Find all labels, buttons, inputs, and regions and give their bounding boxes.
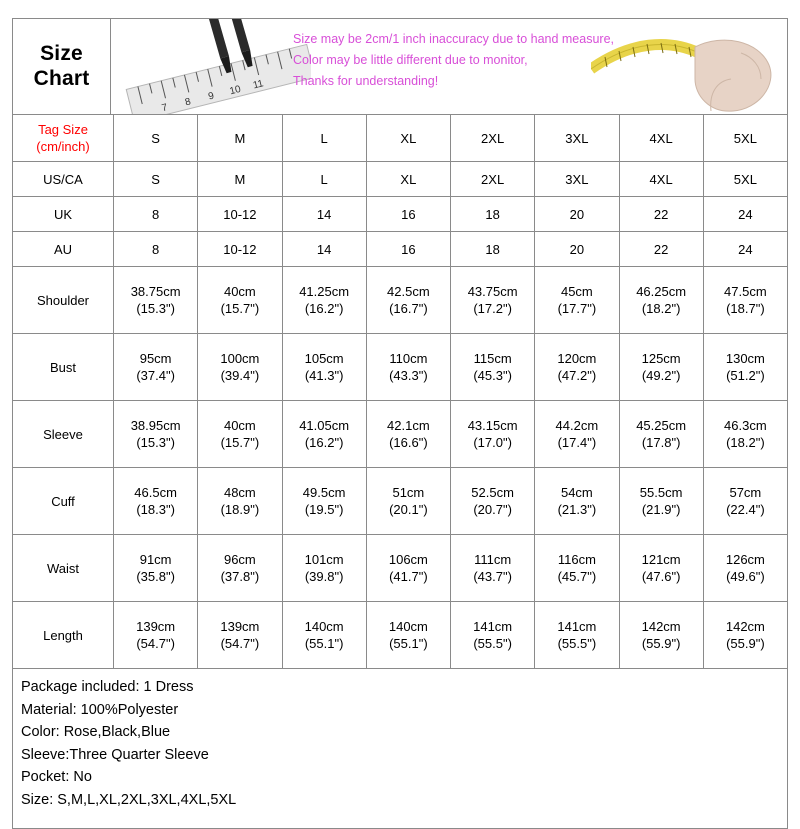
svg-text:7: 7 bbox=[160, 102, 169, 115]
table-cell bbox=[451, 602, 535, 669]
note-line-1: Size may be 2cm/1 inch inaccuracy due to hand measure, bbox=[293, 32, 615, 46]
cell-cm: 142cm bbox=[725, 619, 765, 634]
table-cell bbox=[282, 602, 366, 669]
table-cell bbox=[535, 401, 619, 468]
cell-cm: 106cm bbox=[388, 552, 428, 567]
table-cell bbox=[198, 334, 282, 401]
cell-inch: (17.2") bbox=[473, 301, 512, 316]
table-cell: 20 bbox=[535, 232, 619, 267]
cell-inch: (39.4") bbox=[220, 368, 260, 383]
size-chart-sheet bbox=[0, 18, 800, 818]
cell-cm: 48cm bbox=[223, 485, 256, 500]
table-cell bbox=[114, 602, 198, 669]
cell-inch: (21.9") bbox=[641, 502, 681, 517]
cell-inch: (45.3") bbox=[473, 368, 512, 383]
cell-cm: 141cm bbox=[473, 619, 513, 634]
cell-inch: (55.5") bbox=[473, 636, 512, 651]
cell-inch: (22.4") bbox=[726, 502, 765, 517]
cell-cm: 130cm bbox=[725, 351, 765, 366]
cell-cm: 41.05cm bbox=[299, 418, 350, 433]
row-label: AU bbox=[13, 232, 114, 267]
cell-cm: 142cm bbox=[641, 619, 681, 634]
header-cell: 5XL bbox=[703, 115, 787, 162]
svg-text:9: 9 bbox=[207, 90, 216, 103]
svg-text:8: 8 bbox=[183, 96, 193, 109]
table-cell bbox=[619, 401, 703, 468]
table-cell bbox=[366, 267, 450, 334]
table-cell: 10-12 bbox=[198, 197, 282, 232]
cell-inch: (49.2") bbox=[641, 368, 681, 383]
cell-cm: 125cm bbox=[641, 351, 681, 366]
cell-cm: 139cm bbox=[220, 619, 260, 634]
cell-inch: (17.7") bbox=[557, 301, 597, 316]
cell-inch: (16.7") bbox=[389, 301, 428, 316]
table-cell: 10-12 bbox=[198, 232, 282, 267]
table-cell bbox=[703, 468, 787, 535]
table-cell bbox=[198, 602, 282, 669]
cell-inch: (18.2") bbox=[641, 301, 681, 316]
cell-inch: (41.7") bbox=[389, 569, 428, 584]
cell-inch: (47.6") bbox=[641, 569, 681, 584]
table-cell bbox=[619, 468, 703, 535]
header-cell: XL bbox=[366, 115, 450, 162]
cell-inch: (55.5") bbox=[557, 636, 597, 651]
cell-inch: (55.9") bbox=[641, 636, 681, 651]
table-cell bbox=[535, 267, 619, 334]
table-cell bbox=[198, 468, 282, 535]
table-cell: 22 bbox=[619, 197, 703, 232]
row-label: Shoulder bbox=[13, 267, 114, 334]
table-cell: XL bbox=[366, 162, 450, 197]
info-line-sleeve: Sleeve:Three Quarter Sleeve bbox=[21, 746, 209, 763]
product-info-block bbox=[12, 669, 788, 829]
cell-cm: 43.15cm bbox=[467, 418, 518, 433]
cell-cm: 100cm bbox=[220, 351, 260, 366]
svg-text:11: 11 bbox=[251, 78, 265, 92]
cell-inch: (55.1") bbox=[389, 636, 428, 651]
table-cell bbox=[114, 267, 198, 334]
table-cell: M bbox=[198, 162, 282, 197]
table-cell bbox=[366, 401, 450, 468]
cell-cm: 139cm bbox=[136, 619, 176, 634]
cell-inch: (17.0") bbox=[473, 435, 512, 450]
cell-cm: 46.25cm bbox=[636, 284, 687, 299]
table-cell bbox=[366, 334, 450, 401]
table-cell bbox=[282, 334, 366, 401]
table-cell bbox=[451, 535, 535, 602]
header-cell: M bbox=[198, 115, 282, 162]
cell-cm: 44.2cm bbox=[555, 418, 599, 433]
table-cell: 5XL bbox=[703, 162, 787, 197]
cell-cm: 140cm bbox=[388, 619, 428, 634]
header-cell: 3XL bbox=[535, 115, 619, 162]
table-row bbox=[13, 334, 788, 401]
header-cell: 4XL bbox=[619, 115, 703, 162]
header-cell: 2XL bbox=[451, 115, 535, 162]
cell-inch: (55.9") bbox=[726, 636, 765, 651]
cell-inch: (15.3") bbox=[136, 301, 175, 316]
cell-inch: (51.2") bbox=[726, 368, 765, 383]
table-cell bbox=[282, 535, 366, 602]
table-cell: 24 bbox=[703, 232, 787, 267]
cell-cm: 42.1cm bbox=[387, 418, 430, 433]
note-line-2: Color may be little different due to monitor, bbox=[293, 53, 528, 67]
cell-inch: (16.6") bbox=[389, 435, 428, 450]
cell-inch: (37.4") bbox=[136, 368, 175, 383]
cell-inch: (18.2") bbox=[726, 435, 765, 450]
cell-cm: 91cm bbox=[139, 552, 172, 567]
table-cell bbox=[282, 267, 366, 334]
cell-inch: (18.9") bbox=[220, 502, 260, 517]
header-cell: S bbox=[114, 115, 198, 162]
cell-inch: (18.3") bbox=[136, 502, 175, 517]
cell-cm: 111cm bbox=[474, 552, 512, 567]
cell-cm: 110cm bbox=[389, 351, 428, 366]
size-chart-table bbox=[12, 114, 788, 669]
cell-cm: 116cm bbox=[557, 552, 596, 567]
cell-cm: 141cm bbox=[557, 619, 597, 634]
table-cell bbox=[451, 334, 535, 401]
table-cell bbox=[114, 535, 198, 602]
table-cell bbox=[535, 535, 619, 602]
row-label: Length bbox=[13, 602, 114, 669]
table-cell: S bbox=[114, 162, 198, 197]
table-cell: 8 bbox=[114, 232, 198, 267]
row-label: UK bbox=[13, 197, 114, 232]
cell-inch: (15.7") bbox=[220, 435, 260, 450]
header-artwork-area bbox=[111, 19, 787, 114]
table-cell: 22 bbox=[619, 232, 703, 267]
measurement-notes bbox=[293, 29, 623, 92]
cell-cm: 45.25cm bbox=[636, 418, 687, 433]
cell-inch: (17.4") bbox=[557, 435, 597, 450]
cell-inch: (19.5") bbox=[304, 502, 344, 517]
table-cell: 18 bbox=[451, 197, 535, 232]
table-cell bbox=[703, 334, 787, 401]
cell-inch: (35.8") bbox=[136, 569, 175, 584]
cell-inch: (20.7") bbox=[473, 502, 512, 517]
table-cell: 14 bbox=[282, 232, 366, 267]
table-cell bbox=[451, 401, 535, 468]
cell-cm: 40cm bbox=[223, 418, 256, 433]
row-label-tag-size bbox=[13, 115, 114, 162]
cell-cm: 96cm bbox=[223, 552, 256, 567]
table-cell bbox=[535, 334, 619, 401]
cell-cm: 45cm bbox=[560, 284, 593, 299]
info-line-color: Color: Rose,Black,Blue bbox=[21, 724, 171, 740]
table-row bbox=[13, 535, 788, 602]
table-cell bbox=[114, 334, 198, 401]
info-line-package: Package included: 1 Dress bbox=[21, 679, 194, 695]
row-label: Sleeve bbox=[13, 401, 114, 468]
cell-inch: (18.7") bbox=[726, 301, 765, 316]
row-label: Bust bbox=[13, 334, 114, 401]
row-label: Cuff bbox=[13, 468, 114, 535]
cell-cm: 140cm bbox=[304, 619, 344, 634]
cell-cm: 54cm bbox=[560, 485, 593, 500]
table-cell: 16 bbox=[366, 232, 450, 267]
cell-cm: 51cm bbox=[392, 485, 425, 500]
table-cell bbox=[619, 267, 703, 334]
cell-cm: 115cm bbox=[473, 351, 512, 366]
table-cell bbox=[366, 535, 450, 602]
table-row bbox=[13, 401, 788, 468]
table-cell bbox=[451, 468, 535, 535]
table-cell: 18 bbox=[451, 232, 535, 267]
cell-inch: (54.7") bbox=[220, 636, 260, 651]
cell-cm: 40cm bbox=[223, 284, 256, 299]
cell-cm: 47.5cm bbox=[724, 284, 767, 299]
cell-inch: (16.2") bbox=[304, 435, 344, 450]
table-row bbox=[13, 468, 788, 535]
cell-inch: (43.3") bbox=[389, 368, 428, 383]
table-row bbox=[13, 602, 788, 669]
info-line-size: Size: S,M,L,XL,2XL,3XL,4XL,5XL bbox=[21, 791, 237, 808]
cell-cm: 43.75cm bbox=[467, 284, 518, 299]
cell-inch: (39.8") bbox=[304, 569, 344, 584]
note-line-3: Thanks for understanding! bbox=[293, 74, 439, 88]
table-cell bbox=[198, 535, 282, 602]
cell-cm: 126cm bbox=[725, 552, 765, 567]
cell-cm: 95cm bbox=[139, 351, 172, 366]
cell-cm: 41.25cm bbox=[299, 284, 350, 299]
table-cell: 8 bbox=[114, 197, 198, 232]
cell-cm: 52.5cm bbox=[471, 485, 514, 500]
cell-cm: 120cm bbox=[557, 351, 597, 366]
table-cell bbox=[703, 267, 787, 334]
cell-cm: 38.95cm bbox=[130, 418, 181, 433]
cell-cm: 55.5cm bbox=[639, 485, 683, 500]
table-cell bbox=[703, 401, 787, 468]
cell-inch: (43.7") bbox=[473, 569, 512, 584]
info-line-material: Material: 100%Polyester bbox=[21, 701, 179, 718]
cell-inch: (41.3") bbox=[304, 368, 344, 383]
table-cell bbox=[703, 602, 787, 669]
table-row bbox=[13, 162, 788, 197]
row-label: Waist bbox=[13, 535, 114, 602]
cell-cm: 46.3cm bbox=[724, 418, 767, 433]
table-cell bbox=[114, 401, 198, 468]
table-cell: 24 bbox=[703, 197, 787, 232]
cell-inch: (17.8") bbox=[641, 435, 681, 450]
cell-inch: (15.3") bbox=[136, 435, 175, 450]
table-cell bbox=[619, 334, 703, 401]
cell-cm: 121cm bbox=[641, 552, 681, 567]
measuring-tape-icon bbox=[591, 23, 781, 114]
chart-header bbox=[12, 18, 788, 114]
table-cell: 16 bbox=[366, 197, 450, 232]
table-cell bbox=[198, 267, 282, 334]
table-cell bbox=[282, 468, 366, 535]
table-cell bbox=[114, 468, 198, 535]
table-row bbox=[13, 197, 788, 232]
cell-cm: 49.5cm bbox=[302, 485, 346, 500]
cell-cm: 105cm bbox=[304, 351, 344, 366]
table-cell bbox=[619, 602, 703, 669]
table-cell bbox=[366, 602, 450, 669]
cell-inch: (37.8") bbox=[220, 569, 260, 584]
cell-cm: 46.5cm bbox=[134, 485, 177, 500]
svg-text:10: 10 bbox=[228, 83, 243, 98]
header-cell: L bbox=[282, 115, 366, 162]
page-title: Size Chart bbox=[13, 19, 111, 114]
table-cell: 20 bbox=[535, 197, 619, 232]
table-cell bbox=[451, 267, 535, 334]
info-line-pocket: Pocket: No bbox=[21, 769, 92, 785]
table-cell: 3XL bbox=[535, 162, 619, 197]
table-cell bbox=[535, 468, 619, 535]
table-row bbox=[13, 232, 788, 267]
cell-cm: 38.75cm bbox=[130, 284, 181, 299]
cell-inch: (16.2") bbox=[304, 301, 344, 316]
cell-inch: (55.1") bbox=[304, 636, 344, 651]
cell-inch: (15.7") bbox=[220, 301, 260, 316]
table-cell bbox=[703, 535, 787, 602]
cell-inch: (47.2") bbox=[557, 368, 597, 383]
table-cell bbox=[198, 401, 282, 468]
table-row bbox=[13, 267, 788, 334]
cell-cm: 42.5cm bbox=[387, 284, 430, 299]
table-cell: 4XL bbox=[619, 162, 703, 197]
table-cell bbox=[366, 468, 450, 535]
table-cell: L bbox=[282, 162, 366, 197]
row-label: US/CA bbox=[13, 162, 114, 197]
cell-cm: 101cm bbox=[304, 552, 344, 567]
ruler-icon bbox=[121, 19, 311, 114]
table-cell: 2XL bbox=[451, 162, 535, 197]
table-cell bbox=[619, 535, 703, 602]
tag-size-label-line1: Tag Size bbox=[38, 122, 88, 137]
cell-inch: (49.6") bbox=[726, 569, 765, 584]
cell-inch: (21.3") bbox=[557, 502, 597, 517]
table-cell bbox=[282, 401, 366, 468]
table-row-tag-size bbox=[13, 115, 788, 162]
cell-inch: (54.7") bbox=[136, 636, 175, 651]
cell-inch: (20.1") bbox=[389, 502, 428, 517]
cell-inch: (45.7") bbox=[557, 569, 597, 584]
table-cell bbox=[535, 602, 619, 669]
cell-cm: 57cm bbox=[729, 485, 762, 500]
tag-size-label-line2: (cm/inch) bbox=[36, 139, 90, 154]
table-cell: 14 bbox=[282, 197, 366, 232]
